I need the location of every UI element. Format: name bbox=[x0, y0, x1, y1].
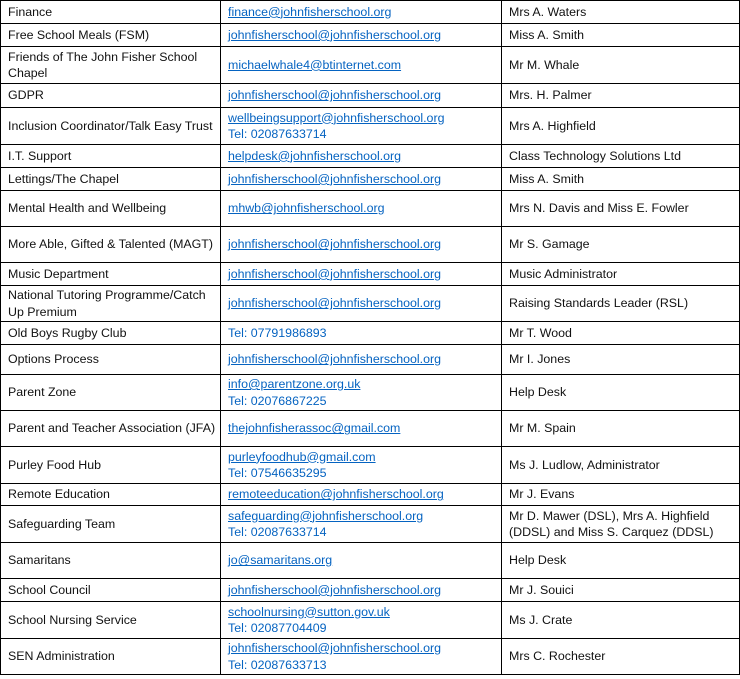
email-link[interactable]: johnfisherschool@johnfisherschool.org bbox=[228, 27, 442, 42]
contact-person: Raising Standards Leader (RSL) bbox=[509, 296, 689, 311]
area-name: Inclusion Coordinator/Talk Easy Trust bbox=[8, 118, 213, 133]
table-row bbox=[1, 543, 740, 579]
contact-person-cell bbox=[502, 506, 740, 543]
table-row bbox=[1, 506, 740, 543]
table-row bbox=[1, 639, 740, 675]
table-row bbox=[1, 47, 740, 84]
email-link[interactable]: schoolnursing@sutton.gov.uk bbox=[228, 604, 390, 619]
contact-person: Ms J. Crate bbox=[509, 612, 573, 627]
contact-person: Mr J. Evans bbox=[509, 487, 575, 502]
phone-number: Tel: 02087704409 bbox=[228, 621, 327, 635]
area-cell bbox=[1, 639, 221, 675]
contact-person: Mr D. Mawer (DSL), Mrs A. Highfield (DDSL) and Miss S. Carquez (DDSL) bbox=[509, 508, 714, 539]
email-link[interactable]: johnfisherschool@johnfisherschool.org bbox=[228, 171, 442, 186]
area-name: GDPR bbox=[8, 88, 44, 103]
table-row bbox=[1, 602, 740, 639]
table-row bbox=[1, 227, 740, 263]
contact-person-cell bbox=[502, 579, 740, 602]
phone-number: Tel: 07546635295 bbox=[228, 466, 327, 480]
contact-person: Mr I. Jones bbox=[509, 352, 571, 367]
table-row bbox=[1, 263, 740, 286]
area-cell bbox=[1, 191, 221, 227]
table-row bbox=[1, 24, 740, 47]
contact-details-cell bbox=[221, 47, 502, 84]
email-link[interactable]: johnfisherschool@johnfisherschool.org bbox=[228, 266, 442, 281]
contact-details-cell bbox=[221, 263, 502, 286]
contact-person-cell bbox=[502, 484, 740, 506]
contact-details-cell bbox=[221, 24, 502, 47]
email-link[interactable]: remoteeducation@johnfisherschool.org bbox=[228, 487, 444, 502]
contact-details-cell bbox=[221, 375, 502, 411]
area-name: More Able, Gifted & Talented (MAGT) bbox=[8, 237, 213, 252]
area-name: School Council bbox=[8, 582, 91, 597]
email-link[interactable]: johnfisherschool@johnfisherschool.org bbox=[228, 641, 442, 655]
contacts-table-body bbox=[1, 1, 740, 675]
contact-details-cell bbox=[221, 145, 502, 168]
contact-person-cell bbox=[502, 168, 740, 191]
table-row bbox=[1, 375, 740, 411]
area-cell bbox=[1, 375, 221, 411]
contact-person: Mrs N. Davis and Miss E. Fowler bbox=[509, 201, 689, 216]
phone-number: Tel: 02076867225 bbox=[228, 393, 327, 408]
area-cell bbox=[1, 411, 221, 447]
contact-person-cell bbox=[502, 24, 740, 47]
email-link[interactable]: jo@samaritans.org bbox=[228, 553, 333, 568]
area-cell bbox=[1, 84, 221, 108]
table-row bbox=[1, 84, 740, 108]
area-name: Safeguarding Team bbox=[8, 516, 116, 531]
contact-person-cell bbox=[502, 84, 740, 108]
contact-person-cell bbox=[502, 47, 740, 84]
area-name: Mental Health and Wellbeing bbox=[8, 201, 167, 216]
area-name: Friends of The John Fisher School Chapel bbox=[8, 49, 198, 80]
area-name: Lettings/The Chapel bbox=[8, 171, 119, 186]
area-name: Parent Zone bbox=[8, 385, 77, 400]
contact-details-cell bbox=[221, 322, 502, 345]
phone-number: Tel: 02087633714 bbox=[228, 127, 327, 141]
email-link[interactable]: johnfisherschool@johnfisherschool.org bbox=[228, 237, 442, 252]
contact-details-cell bbox=[221, 411, 502, 447]
contact-person: Miss A. Smith bbox=[509, 171, 585, 186]
area-cell bbox=[1, 145, 221, 168]
email-link[interactable]: johnfisherschool@johnfisherschool.org bbox=[228, 296, 442, 311]
contact-details-cell bbox=[221, 108, 502, 145]
area-cell bbox=[1, 108, 221, 145]
phone-number: Tel: 02087633714 bbox=[228, 525, 327, 539]
table-row bbox=[1, 1, 740, 24]
contact-details-cell bbox=[221, 84, 502, 108]
contact-person: Mrs A. Highfield bbox=[509, 118, 596, 133]
contact-person-cell bbox=[502, 543, 740, 579]
contact-person: Mrs A. Waters bbox=[509, 4, 587, 19]
area-cell bbox=[1, 322, 221, 345]
contact-person-cell bbox=[502, 108, 740, 145]
area-cell bbox=[1, 263, 221, 286]
area-name: Remote Education bbox=[8, 487, 110, 502]
area-cell bbox=[1, 47, 221, 84]
contact-person: Mr J. Souici bbox=[509, 582, 574, 597]
area-name: National Tutoring Programme/Catch Up Premium bbox=[8, 288, 206, 319]
contact-person: Mr M. Spain bbox=[509, 421, 576, 436]
area-cell bbox=[1, 24, 221, 47]
area-cell bbox=[1, 543, 221, 579]
contact-person: Mr S. Gamage bbox=[509, 237, 590, 252]
area-cell bbox=[1, 602, 221, 639]
table-row bbox=[1, 168, 740, 191]
contact-details-cell bbox=[221, 639, 502, 675]
contact-details-cell bbox=[221, 579, 502, 602]
contact-person-cell bbox=[502, 375, 740, 411]
contact-person-cell bbox=[502, 145, 740, 168]
email-link[interactable]: thejohnfisherassoc@gmail.com bbox=[228, 421, 401, 436]
area-name: Free School Meals (FSM) bbox=[8, 27, 150, 42]
contact-details-cell bbox=[221, 447, 502, 484]
email-link[interactable]: finance@johnfisherschool.org bbox=[228, 4, 392, 19]
contact-person: Help Desk bbox=[509, 553, 567, 568]
email-link[interactable]: helpdesk@johnfisherschool.org bbox=[228, 148, 402, 163]
table-row bbox=[1, 411, 740, 447]
contact-details-cell bbox=[221, 543, 502, 579]
contact-person-cell bbox=[502, 227, 740, 263]
contact-details-cell bbox=[221, 227, 502, 263]
contact-person-cell bbox=[502, 411, 740, 447]
area-cell bbox=[1, 286, 221, 322]
contact-details-cell bbox=[221, 1, 502, 24]
contact-person-cell bbox=[502, 263, 740, 286]
area-cell bbox=[1, 227, 221, 263]
contact-details-cell bbox=[221, 191, 502, 227]
email-link[interactable]: purleyfoodhub@gmail.com bbox=[228, 449, 376, 464]
area-cell bbox=[1, 579, 221, 602]
contact-person: Mr T. Wood bbox=[509, 325, 572, 340]
contact-details-cell bbox=[221, 168, 502, 191]
table-row bbox=[1, 145, 740, 168]
contact-person: Miss A. Smith bbox=[509, 27, 585, 42]
area-name: Samaritans bbox=[8, 553, 71, 568]
email-link[interactable]: mhwb@johnfisherschool.org bbox=[228, 201, 385, 216]
table-row bbox=[1, 286, 740, 322]
area-name: School Nursing Service bbox=[8, 612, 137, 627]
contact-details-cell bbox=[221, 506, 502, 543]
contact-person-cell bbox=[502, 602, 740, 639]
table-row bbox=[1, 322, 740, 345]
contact-person: Mrs C. Rochester bbox=[509, 649, 606, 664]
email-link[interactable]: johnfisherschool@johnfisherschool.org bbox=[228, 582, 442, 597]
contact-person-cell bbox=[502, 286, 740, 322]
email-link[interactable]: wellbeingsupport@johnfisherschool.org bbox=[228, 110, 445, 125]
contact-person-cell bbox=[502, 447, 740, 484]
contact-details-cell bbox=[221, 345, 502, 375]
contact-details-cell bbox=[221, 484, 502, 506]
area-name: Music Department bbox=[8, 266, 109, 281]
table-row bbox=[1, 191, 740, 227]
contact-person-cell bbox=[502, 191, 740, 227]
email-link[interactable]: info@parentzone.org.uk bbox=[228, 377, 361, 391]
contact-person-cell bbox=[502, 639, 740, 675]
contact-person: Class Technology Solutions Ltd bbox=[509, 148, 681, 163]
area-name: Old Boys Rugby Club bbox=[8, 325, 127, 340]
area-name: Options Process bbox=[8, 352, 99, 367]
contact-person-cell bbox=[502, 322, 740, 345]
area-cell bbox=[1, 447, 221, 484]
email-link[interactable]: johnfisherschool@johnfisherschool.org bbox=[228, 88, 442, 103]
contact-person: Music Administrator bbox=[509, 266, 618, 281]
phone-number: Tel: 07791986893 bbox=[228, 325, 327, 340]
area-name: Finance bbox=[8, 4, 53, 19]
table-row bbox=[1, 447, 740, 484]
contact-person-cell bbox=[502, 345, 740, 375]
area-cell bbox=[1, 168, 221, 191]
table-row bbox=[1, 345, 740, 375]
area-cell bbox=[1, 484, 221, 506]
contact-person: Mrs. H. Palmer bbox=[509, 88, 592, 103]
email-link[interactable]: safeguarding@johnfisherschool.org bbox=[228, 508, 424, 523]
contact-details-cell bbox=[221, 602, 502, 639]
table-row bbox=[1, 484, 740, 506]
table-row bbox=[1, 579, 740, 602]
table-row bbox=[1, 108, 740, 145]
phone-number: Tel: 02087633713 bbox=[228, 657, 327, 672]
area-cell bbox=[1, 506, 221, 543]
area-name: I.T. Support bbox=[8, 148, 72, 163]
contact-person: Mr M. Whale bbox=[509, 57, 580, 72]
area-cell bbox=[1, 345, 221, 375]
area-cell bbox=[1, 1, 221, 24]
email-link[interactable]: johnfisherschool@johnfisherschool.org bbox=[228, 352, 442, 367]
contact-details-cell bbox=[221, 286, 502, 322]
contact-person: Ms J. Ludlow, Administrator bbox=[509, 457, 660, 472]
contact-person: Help Desk bbox=[509, 385, 567, 400]
email-link[interactable]: michaelwhale4@btinternet.com bbox=[228, 57, 402, 72]
contact-person-cell bbox=[502, 1, 740, 24]
area-name: SEN Administration bbox=[8, 649, 115, 664]
area-name: Parent and Teacher Association (JFA) bbox=[8, 421, 216, 436]
area-name: Purley Food Hub bbox=[8, 457, 101, 472]
